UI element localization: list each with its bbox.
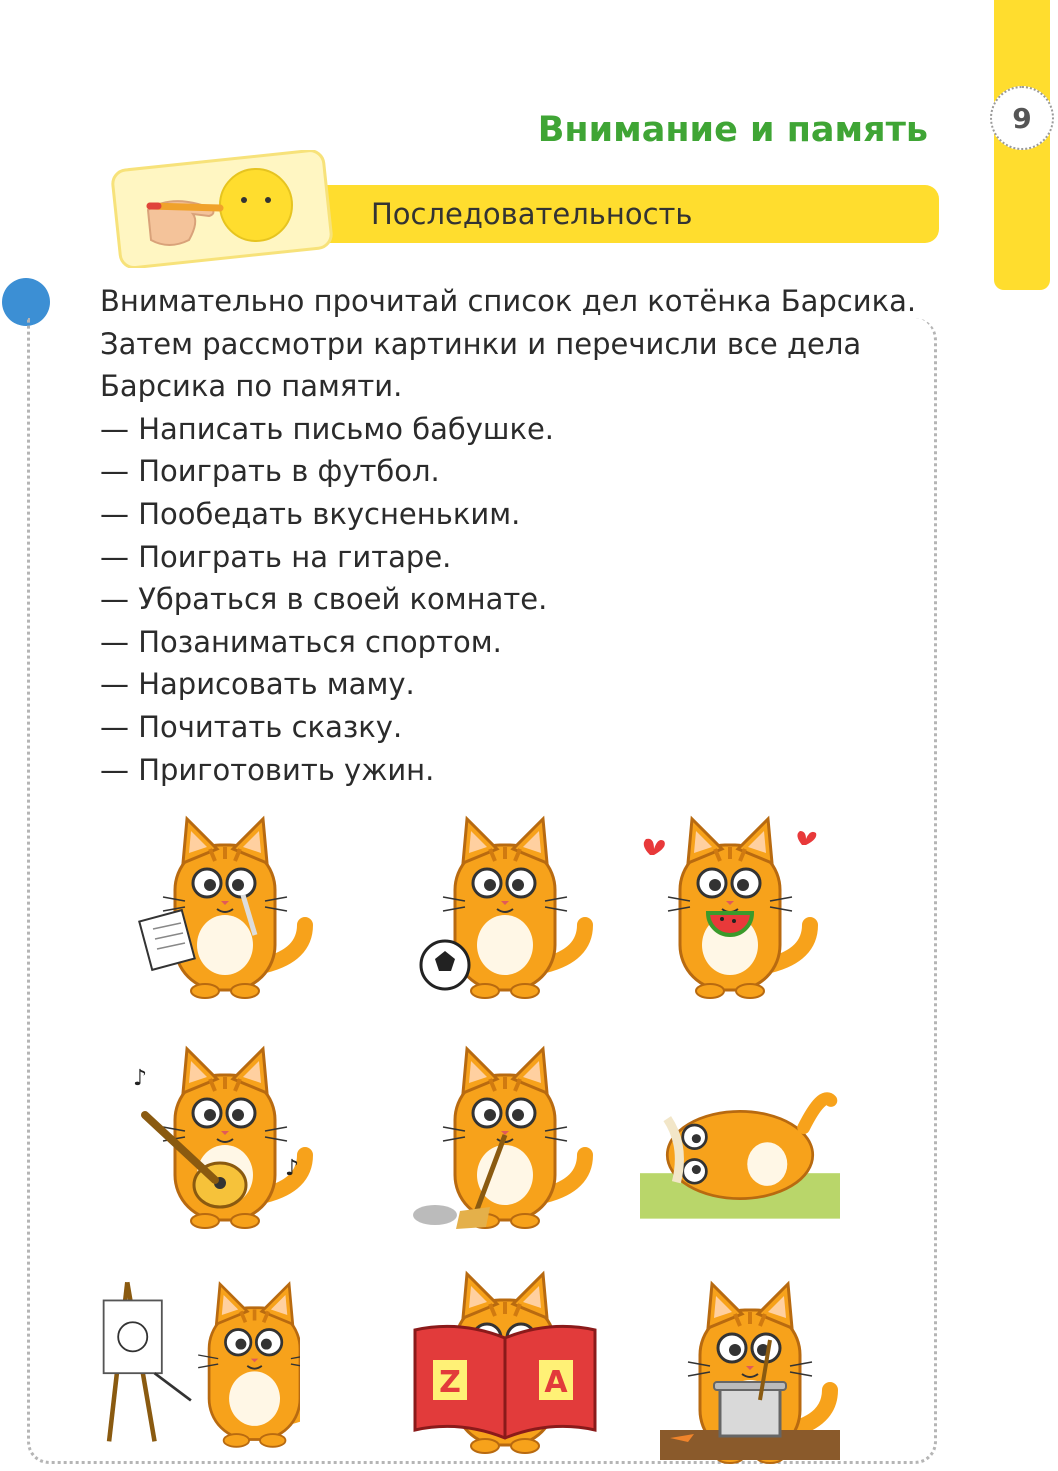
topic-banner [305, 185, 939, 243]
svg-text:♪: ♪ [285, 1156, 300, 1181]
hand-drawing-badge [108, 150, 338, 268]
page-number: 9 [990, 86, 1054, 150]
task-item: — Позаниматься спортом. [100, 624, 502, 659]
text-block [100, 280, 940, 791]
cat-writing-letter [125, 805, 325, 1005]
butterfly-icon [644, 839, 665, 855]
cat-playing-guitar [125, 1035, 325, 1235]
instruction-line: Затем рассмотри картинки и перечисли все дела [100, 326, 862, 361]
task-item: — Приготовить ужин. [100, 752, 435, 787]
cat-reading-book [405, 1260, 605, 1460]
task-item: — Почитать сказку. [100, 709, 403, 744]
section-title: Внимание и память [537, 110, 928, 150]
cat-doing-sport [640, 1055, 840, 1255]
cat-cooking-dinner [650, 1270, 850, 1470]
task-item: — Убраться в своей комнате. [100, 582, 548, 617]
butterfly-icon [797, 831, 816, 845]
task-item: — Написать письмо бабушке. [100, 411, 555, 446]
instruction-line: Барсика по памяти. [100, 369, 403, 404]
svg-text:♪: ♪ [133, 1066, 148, 1091]
task-item: — Пообедать вкусненьким. [100, 496, 521, 531]
cat-painting-easel [100, 1255, 300, 1455]
cat-playing-football [405, 805, 605, 1005]
topic-label: Последовательность [371, 197, 693, 231]
instruction-line: Внимательно прочитай список дел котёнка Барсика. [100, 284, 917, 318]
cat-sweeping-broom [405, 1035, 605, 1235]
task-item: — Поиграть в футбол. [100, 454, 440, 489]
task-item: — Нарисовать маму. [100, 667, 415, 702]
book-letter-a: A [544, 1365, 568, 1400]
task-item: — Поиграть на гитаре. [100, 539, 452, 574]
book-letter-z: Z [439, 1365, 461, 1400]
smiley-icon [220, 169, 292, 241]
cat-eating-watermelon [630, 805, 830, 1005]
